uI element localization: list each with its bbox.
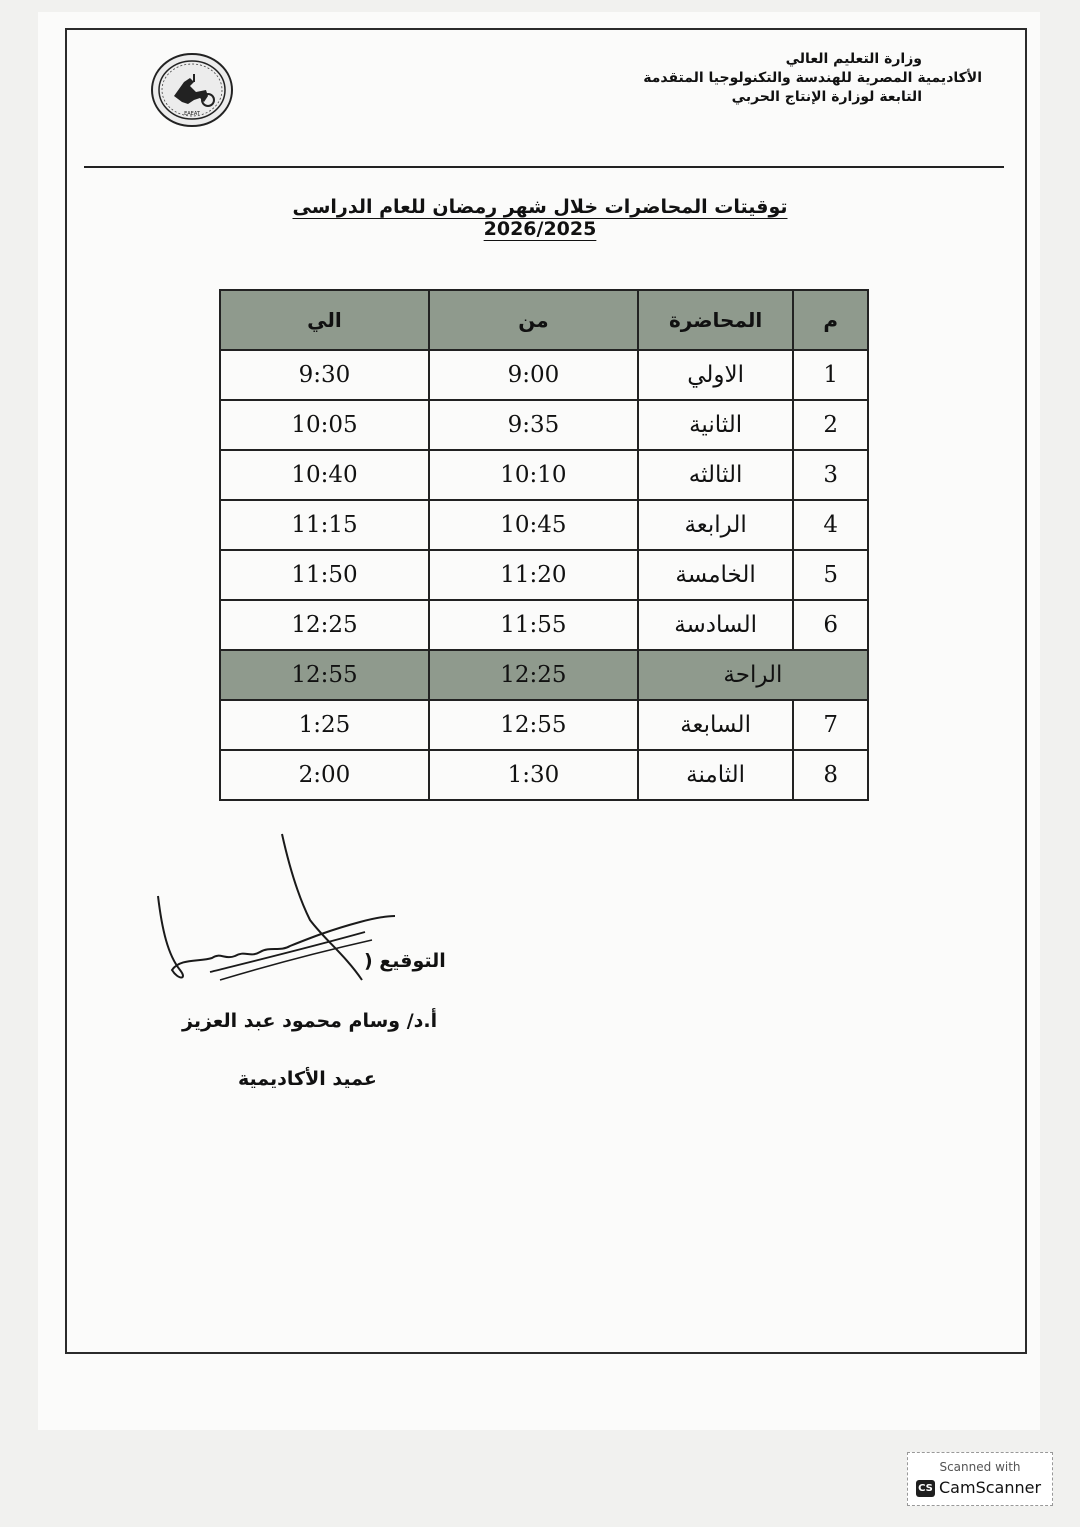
header-from: من	[429, 290, 638, 350]
break-row	[220, 650, 868, 700]
row-from: 11:55	[429, 600, 638, 650]
table-row	[220, 500, 868, 550]
row-lecture: الخامسة	[638, 550, 793, 600]
table-row	[220, 450, 868, 500]
row-index: 5	[793, 550, 868, 600]
row-lecture: الاولي	[638, 350, 793, 400]
table-row	[220, 600, 868, 650]
camscanner-watermark	[907, 1452, 1053, 1506]
row-to: 9:30	[220, 350, 429, 400]
row-index: 3	[793, 450, 868, 500]
row-lecture: الرابعة	[638, 500, 793, 550]
header-lecture: المحاضرة	[638, 290, 793, 350]
scanned-with-text: Scanned with	[939, 1460, 1021, 1474]
camscanner-name: CamScanner	[939, 1478, 1042, 1497]
header-to: الي	[220, 290, 429, 350]
affiliation: التابعة لوزارة الإنتاج الحربي	[731, 89, 922, 105]
header-index: م	[793, 290, 868, 350]
table-row	[220, 750, 868, 800]
table-row	[220, 350, 868, 400]
signer-name: أ.د/ وسام محمود عبد العزيز	[182, 1010, 438, 1032]
camscanner-icon: CS	[916, 1480, 935, 1497]
academy-name: الأكاديمية المصرية للهندسة والتكنولوجيا المتقدمة	[643, 70, 982, 86]
row-from: 10:10	[429, 450, 638, 500]
table-header-row	[220, 290, 868, 350]
ministry-name: وزارة التعليم العالي	[785, 51, 922, 67]
row-index: 6	[793, 600, 868, 650]
row-to: 12:25	[220, 600, 429, 650]
row-from: 9:00	[429, 350, 638, 400]
seal-text: EAEAT	[184, 111, 200, 117]
table-row	[220, 400, 868, 450]
row-to: 2:00	[220, 750, 429, 800]
row-from: 11:20	[429, 550, 638, 600]
row-index: 4	[793, 500, 868, 550]
row-to: 10:40	[220, 450, 429, 500]
row-from: 10:45	[429, 500, 638, 550]
academy-seal-logo	[150, 52, 234, 128]
break-from: 12:25	[429, 650, 638, 700]
row-index: 8	[793, 750, 868, 800]
row-from: 1:30	[429, 750, 638, 800]
ramadan-schedule-table	[219, 289, 869, 801]
signature-label: التوقيع (	[364, 950, 446, 972]
table-row	[220, 700, 868, 750]
row-to: 1:25	[220, 700, 429, 750]
row-lecture: الثالثه	[638, 450, 793, 500]
ministry-header	[562, 50, 982, 107]
row-to: 11:15	[220, 500, 429, 550]
handwritten-signature	[150, 830, 470, 1000]
row-from: 9:35	[429, 400, 638, 450]
break-to: 12:55	[220, 650, 429, 700]
row-index: 1	[793, 350, 868, 400]
table-row	[220, 550, 868, 600]
document-title: توقيتات المحاضرات خلال شهر رمضان للعام الدراسى 2026/2025	[292, 196, 788, 240]
break-label: الراحة	[638, 650, 868, 700]
row-index: 2	[793, 400, 868, 450]
signer-role: عميد الأكاديمية	[238, 1068, 377, 1090]
row-to: 10:05	[220, 400, 429, 450]
row-to: 11:50	[220, 550, 429, 600]
row-index: 7	[793, 700, 868, 750]
row-lecture: السادسة	[638, 600, 793, 650]
header-divider	[84, 166, 1004, 168]
row-lecture: الثامنة	[638, 750, 793, 800]
row-lecture: الثانية	[638, 400, 793, 450]
row-lecture: السابعة	[638, 700, 793, 750]
row-from: 12:55	[429, 700, 638, 750]
